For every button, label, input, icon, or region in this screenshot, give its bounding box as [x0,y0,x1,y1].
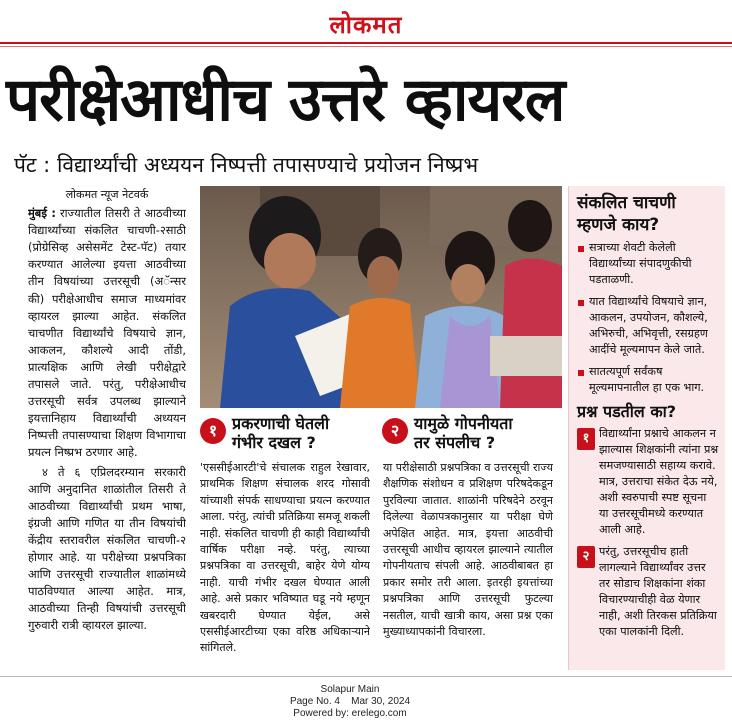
masthead-rule [0,42,732,44]
article-column-1 [28,186,186,672]
dateline: मुंबई : [28,206,56,221]
sidebar-list-item: यात विद्यार्थ्यांचे विषयाचे ज्ञान, आकलन, उपयोजन, कौशल्ये, अभिरुची, अभिवृत्ती, रसग्रहण आदींचे मूल्यमापन केले जाते. [577,294,719,358]
lokmat-logo: लोकमत [329,11,403,39]
section-1-title-line-1: प्रकरणाची घेतली [232,414,330,433]
sidebar-point-2 [577,544,719,640]
sidebar-box [568,186,725,670]
sidebar-title-line-2: म्हणजे काय? [577,215,660,235]
sidebar-point-2-text: परंतु, उत्तरसूचीच हाती लागल्याने विद्यार्थ्यांवर उत्तर तर सोडाच शिक्षकांना शंका विचारण्याचीही वेळ येणार नाही, अशी तिरकस प्रतिक्रिया एका पालकांनी दिली. [599,545,717,638]
sidebar-title [577,192,717,236]
footer-powered: Powered by: erelego.com [293,708,407,719]
section-2-title [414,414,513,452]
footer [200,684,500,720]
sidebar-point-1-text: विद्यार्थ्यांना प्रश्नाचे आकलन न झाल्यास शिक्षकांनी त्यांना प्रश्न समजण्यासाठी सहाय्य करावे. मात्र, उत्तराचा संकेत देऊ नये, अशी स्वरुपाची स्पष्ट सूचना या उत्तरसूचीमध्ये करण्यात आली आहे. [599,427,719,536]
section-2-heading [382,414,562,458]
students-photo [200,186,562,408]
footer-date: Mar 30, 2024 [351,696,411,707]
sidebar-list-item: सातत्यपूर्ण सर्वंकष मूल्यमापनातील हा एक भाग. [577,364,719,396]
footer-rule [0,676,732,677]
paragraph-2: ४ ते ६ एप्रिलदरम्यान सरकारी आणि अनुदानित शाळांतील तिसरी ते आठवीच्या विद्यार्थ्यांची प्रथम भाषा, इंग्रजी आणि गणित या तीन विषयांची केंद्रीय स्तरावरील संकलित चाचणी-२ होणार आहे. या परीक्षेच्या प्रश्नपत्रिका आणि उत्तरसूची राज्यातील शाळांमध्ये पाठविण्यात आल्या आहेत. मात्र, आठवीच्या तिन्ही विषयांची उत्तरसूची गुरुवारी रात्री व्हायरल झाल्या. [28,464,186,633]
footer-page: Page No. 4 [289,696,340,707]
section-2-title-line-1: यामुळे गोपनीयता [414,414,513,433]
section-2-number: २ [382,418,408,444]
sidebar-question-title: प्रश्न पडतील का? [577,402,677,421]
sidebar-point-1 [577,426,719,538]
footer-page-line [200,696,500,708]
headline: परीक्षेआधीच उत्तरे व्हायरल [6,65,565,135]
sidebar-point-2-number: २ [577,546,595,568]
section-1-title [232,414,329,452]
section-1-heading [200,414,380,458]
section-1-number: १ [200,418,226,444]
byline: लोकमत न्यूज नेटवर्क [65,188,149,201]
masthead-rule-thin [0,46,732,47]
paragraph-1 [28,205,186,461]
section-2-body: या परीक्षेसाठी प्रश्नपत्रिका व उत्तरसूची राज्य शैक्षणिक संशोधन व प्रशिक्षण परिषदेकडून पुरविल्या जातात. शाळांनी परिषदेने ठरवून दिलेल्या वेळापत्रकानुसार या परीक्षा घेणे अपेक्षित आहेत. मात्र, इयत्ता आठवीची उत्तरसूची आधीच व्हायरल झाल्याने त्यातील गोपनीयताच संपली आहे. आठवीबाबत हा प्रकार समोर तरी आला. इतरही इयत्तांच्या प्रश्नपत्रिका आणि उत्तरसूची फुटल्या नसतील, याची खात्री काय, असा प्रश्न एका मुख्याध्यापकांनी विचारला. [383,461,553,639]
sidebar-list [569,240,725,396]
footer-edition: Solapur Main [320,684,380,695]
subhead: पॅट : विद्यार्थ्यांची अध्ययन निष्पत्ती तपासण्याचे प्रयोजन निष्प्रभ [14,153,479,177]
masthead [0,0,732,40]
sidebar-list-item: सत्राच्या शेवटी केलेली विद्यार्थ्यांच्या संपादणुकीची पडताळणी. [577,240,719,288]
sidebar-title-line-1: संकलित चाचणी [577,193,676,213]
sidebar-point-1-number: १ [577,428,595,450]
students-photo-illustration [200,186,562,408]
section-1-title-line-2: गंभीर दखल ? [232,433,316,452]
paragraph-1-text: राज्यातील तिसरी ते आठवीच्या विद्यार्थ्यांच्या संकलित चाचणी-२साठी (प्रोग्रेसिव्ह असेसमेंट टेस्ट-पॅट) तयार करण्यात आलेल्या इयत्ता आठवीच्या तीन विषयांच्या उत्तरसूची (अॅन्सर की) परीक्षेआधीच समाज माध्यमांवर व्हायरल झाल्या आहेत. संकलित चाचणीत विद्यार्थ्यांचे विषयाचे ज्ञान, आकलन, कौशल्ये आदी तोंडी, प्रात्यक्षिक आणि लेखी परीक्षेद्वारे तपासले जाते. परंतु, परीक्षेआधीच उत्तरसूची सर्वत्र उपलब्ध झाल्याने इयत्तानिहाय विद्यार्थ्यांची अध्ययन निष्पत्ती तपासण्याचा शिक्षण विभागाचा प्रयत्न निष्प्रभ ठरणार आहे. [28,206,186,460]
section-2-title-line-2: तर संपलीच ? [414,433,496,452]
section-1-body: 'एससीईआरटी'चे संचालक राहुल रेखावार, प्राथमिक शिक्षण संचालक शरद गोसावी यांच्याशी संपर्क साधण्याचा प्रयत्न करण्यात आला. परंतु, त्यांची प्रतिक्रिया समजू शकली नाही. संकलित चाचणी ही काही विद्यार्थ्यांची वार्षिक परीक्षा नव्हे. परंतु, त्याच्या प्रश्नपत्रिका वा उत्तरसूची, बाहेर येणे योग्य नाही. याची गंभीर दखल घेण्यात आली आहे. असे प्रकार भविष्यात घडू नये म्हणून खबरदारी घेण्यात येईल, असे एससीईआरटीच्या एका वरिष्ठ अधिकाऱ्याने सांगितले. [200,461,370,655]
